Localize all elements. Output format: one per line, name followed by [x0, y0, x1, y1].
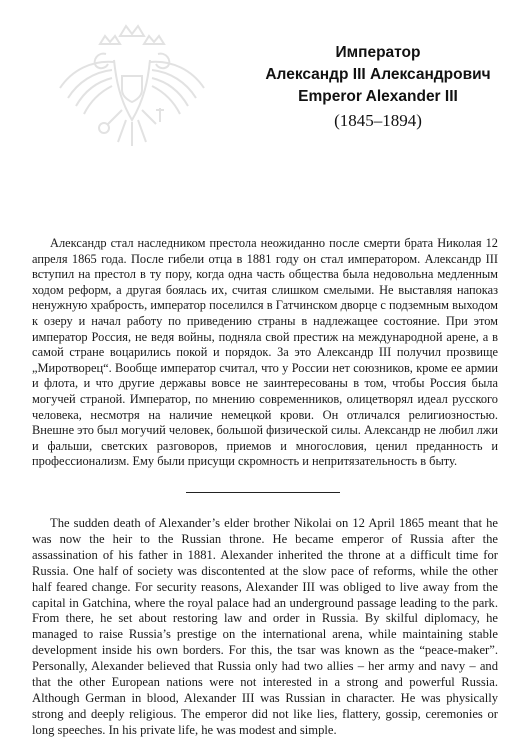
divider	[186, 492, 340, 493]
title-block	[228, 42, 528, 134]
russian-paragraph: Александр стал наследником престола неожиданно после смерти брата Николая 12 апреля 1865 года. После гибели отца в 1881 году он стал императором. Александр III вступил на престол в ту пору, когда одна часть общества была недовольна медленным ходом реформ, а другая боялась их, считая слишком смелыми. Не выставляя напоказ ненужную храбрость, император поселился в Гатчинском дворце с подземным выходом к озеру и начал работу по приведению страны в надлежащее состояние. При этом император Россия, не ведя войны, подняла свой престиж на международной арене, а в самой стране воцарились покой и порядок. За это Александр III получил прозвище „Миротворец“. Вообще император считал, что у России нет союзников, кроме ее армии и флота, и что другие державы вовсе не заинтересованы в том, чтобы Россия была могучей страной. Император, по мнению современников, олицетворял идеал русского человека, несмотря на наличие немецкой крови. Он отличался религиозностью. Внешне это был могучий человек, большой физической силы. Александр не любил лжи и фальши, светских разговоров, приемов и многословия, ценил преданность и профессионализм. Ему были присущи скромность и непритязательность в быту.	[32, 236, 498, 469]
english-paragraph: The sudden death of Alexander’s elder brother Nikolai on 12 April 1865 meant that he was now the heir to the Russian throne. He became emperor of Russia after the assassination of his father in 1881. Alexander inherited the throne at a difficult time for Russia. One half of society was discontented at the slow pace of reforms, while the other half feared change. For security reasons, Alexander III was obliged to live away from the capital in Gatchina, where the royal palace had an underground passage leading to the park. From there, he set about restoring law and order in Russia. By skilful diplomacy, he managed to raise Russia’s prestige on the international arena, while maintaining stable development inside his own borders. For this, the tsar was known as the “peace-maker”. Personally, Alexander believed that Russia only had two allies – her army and navy – and that the other European nations were not interested in a strong and powerful Russia. Although German in blood, Alexander III was Russian in character. He was physically strong and deeply religious. The emperor did not like lies, flattery, gossip, ceremonies or long speeches. In his private life, he was modest and simple.	[32, 516, 498, 737]
double-headed-eagle-icon	[42, 10, 222, 170]
life-years: (1845–1894)	[334, 111, 422, 130]
title-ru-line-1: Император	[335, 44, 421, 61]
title-ru-line-2: Александр III Александрович	[265, 66, 491, 83]
title-en: Emperor Alexander III	[298, 88, 458, 105]
